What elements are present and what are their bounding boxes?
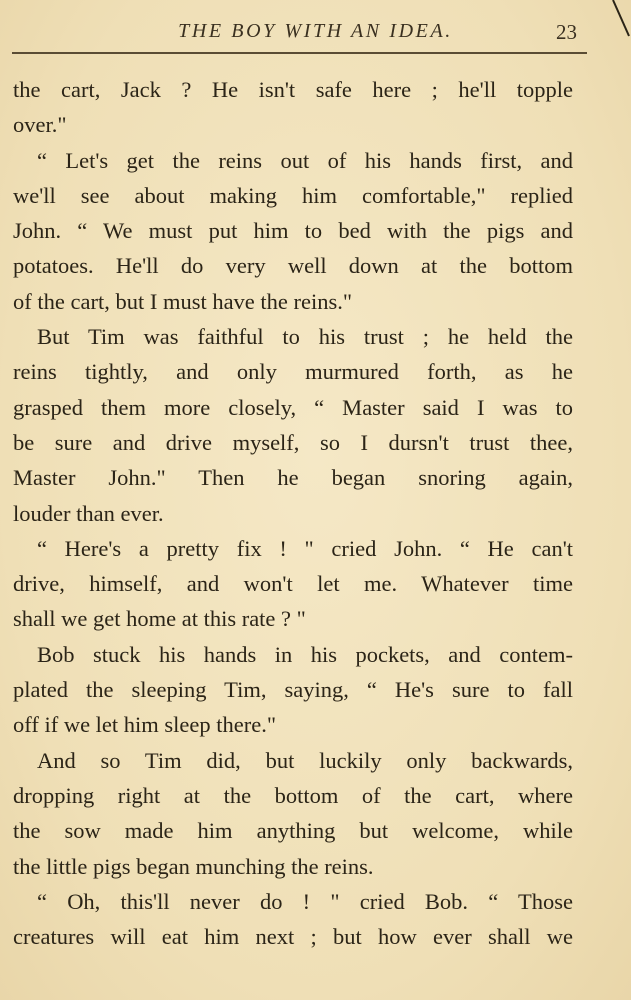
text-line: the little pigs began munching the reins. [13,853,374,879]
text-line: “ Let's get the reins out of his hands first, and [37,147,573,173]
running-title: THE BOY WITH AN IDEA. [178,20,453,42]
text-line: of the cart, but I must have the reins." [13,288,353,314]
text-line: John. “ We must put him to bed with the pigs and [13,218,573,244]
text-line: dropping right at the bottom of the cart, where [13,782,573,808]
text-line: creatures will eat him next ; but how ever shall we [13,924,573,950]
text-line: reins tightly, and only murmured forth, as he [13,359,573,385]
header-rule [12,52,587,54]
text-line: drive, himself, and won't let me. Whatever time [13,571,573,597]
text-line: “ Here's a pretty fix ! " cried John. “ He can't [37,535,573,561]
text-line: we'll see about making him comfortable," replied [13,182,573,208]
text-line: off if we let him sleep there." [13,712,277,738]
text-line: plated the sleeping Tim, saying, “ He's sure to fall [13,677,573,703]
text-line: But Tim was faithful to his trust ; he held the [37,324,573,350]
page-corner-mark [607,0,631,40]
text-line: Master John." Then he began snoring again, [13,465,573,491]
text-line: the cart, Jack ? He isn't safe here ; he'll topple [13,77,573,102]
page-number: 23 [556,20,577,44]
text-line: the sow made him anything but welcome, while [13,818,573,844]
body-text [13,72,573,954]
text-line: grasped them more closely, “ Master said I was to [13,394,573,420]
text-line: be sure and drive myself, so I dursn't trust thee, [13,429,573,455]
text-line: louder than ever. [13,500,164,526]
text-line: potatoes. He'll do very well down at the bottom [13,253,573,279]
page-header [0,18,631,52]
text-line: “ Oh, this'll never do ! " cried Bob. “ Those [37,888,573,914]
text-line: over." [13,112,67,138]
text-line: shall we get home at this rate ? " [13,606,306,632]
text-line: Bob stuck his hands in his pockets, and contem- [37,641,573,667]
text-line: And so Tim did, but luckily only backwards, [37,747,573,773]
